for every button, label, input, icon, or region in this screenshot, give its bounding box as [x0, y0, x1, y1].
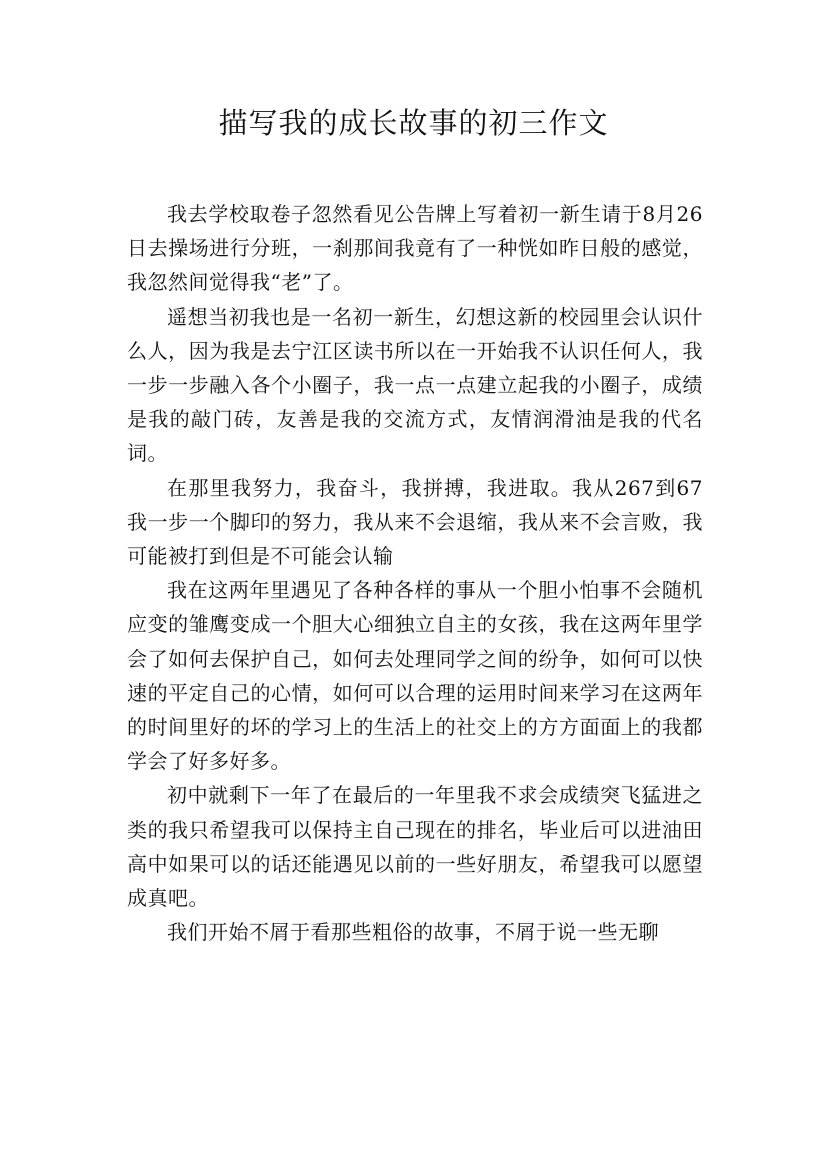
paragraph-5: 初中就剩下一年了在最后的一年里我不求会成绩突飞猛进之类的我只希望我可以保持主自己现在的排名，毕业后可以进油田高中如果可以的话还能遇见以前的一些好朋友，希望我可以愿望成真吧。 — [127, 783, 703, 911]
paragraph-2: 遥想当初我也是一名初一新生，幻想这新的校园里会认识什么人，因为我是去宁江区读书所以在一开始我不认识任何人，我一步一步融入各个小圈子，我一点一点建立起我的小圈子，成绩是我的敲门砖，友善是我的交流方式，友情润滑油是我的代名词。 — [127, 304, 703, 466]
document-body — [127, 197, 703, 949]
paragraph-4: 我在这两年里遇见了各种各样的事从一个胆小怕事不会随机应变的雏鹰变成一个胆大心细独立自主的女孩，我在这两年里学会了如何去保护自己，如何去处理同学之间的纷争，如何可以快速的平定自己的心情，如何可以合理的运用时间来学习在这两年的时间里好的坏的学习上的生活上的社交上的方方面面上的我都学会了好多好多。 — [127, 578, 703, 774]
paragraph-3: 在那里我努力，我奋斗，我拼搏，我进取。我从267到67我一步一个脚印的努力，我从来不会退缩，我从来不会言败，我可能被打到但是不可能会认输 — [127, 475, 703, 569]
paragraph-6: 我们开始不屑于看那些粗俗的故事，不屑于说一些无聊 — [167, 920, 659, 945]
paragraph-1: 我去学校取卷子忽然看见公告牌上写着初一新生请于8月26日去操场进行分班，一刹那间我竟有了一种恍如昨日般的感觉，我忽然间觉得我“老”了。 — [127, 202, 703, 295]
document-title: 描写我的成长故事的初三作文 — [218, 106, 609, 140]
